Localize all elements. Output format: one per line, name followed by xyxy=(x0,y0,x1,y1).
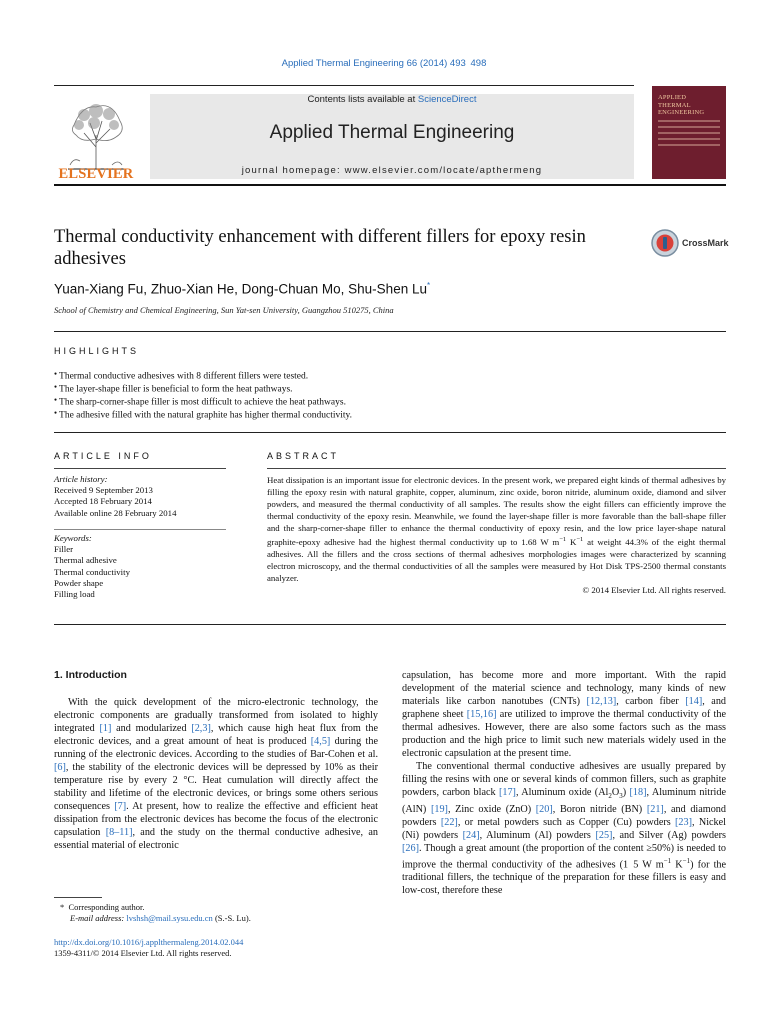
corresponding-author-mark[interactable]: * xyxy=(426,281,431,290)
crossmark-label: CrossMark xyxy=(682,238,729,248)
affiliation: School of Chemistry and Chemical Engineering, Sun Yat-sen University, Guangzhou 510275, China xyxy=(54,305,394,315)
citation-ref[interactable]: [26] xyxy=(402,843,419,855)
citation-ref[interactable]: [4,5] xyxy=(310,736,331,747)
highlights-list xyxy=(54,370,734,422)
journal-homepage-link[interactable]: journal homepage: www.elsevier.com/locate/apthermeng xyxy=(241,165,543,176)
crossmark-button[interactable] xyxy=(650,228,730,260)
highlights-heading: HIGHLIGHTS xyxy=(54,346,140,356)
citation-ref[interactable]: [17] xyxy=(498,787,516,798)
citation-ref[interactable]: [23] xyxy=(675,817,692,829)
top-rule xyxy=(54,85,634,86)
article-info-rule xyxy=(54,468,226,469)
body-column-left xyxy=(54,696,378,852)
keyword: Thermal conductivity xyxy=(54,566,130,577)
abstract-copyright: © 2014 Elsevier Ltd. All rights reserved. xyxy=(582,584,726,595)
author-list: Yuan-Xiang Fu, Zhuo-Xian He, Dong-Chuan Mo, Shu-Shen Lu* xyxy=(54,281,431,297)
highlight-item: ● The layer-shape filler is beneficial to form the heat pathways. xyxy=(54,383,734,396)
intro-paragraph-3: The conventional thermal conductive adhesives are usually prepared by filling the resins with one or several kinds of common fillers, such as graphite powders, carbon black [17], Aluminum oxide $(Al_2O_3)$ [18], Aluminum nitride (AlN) [19], Zinc oxide (ZnO) [20], Boron nitride (BN) [21], and diamond powders [22], or metal powders such as Copper (Cu) powders [23], Nickel (Ni) powders [24], Aluminum (Al) powders [25], and Silver (Ag) powders [26]. Though a great amount (the proportion of the content ≥50%) is needed to improve the thermal conductivity of the adhesives (1 5 W $m^{-1}$ $K^{-1}$) for the traditional fillers, the technique of the preparation for these fillers is easy and low-cost, therefore these xyxy=(402,761,727,897)
article-title: Thermal conductivity enhancement with different fillers for epoxy resin adhesives xyxy=(54,227,586,269)
issn-line: 1359-4311/© 2014 Elsevier Ltd. All rights reserved. xyxy=(54,948,232,958)
rule-affiliation xyxy=(54,331,726,332)
abstract-heading: ABSTRACT xyxy=(267,451,340,461)
doi-link[interactable]: http://dx.doi.org/10.1016/j.applthermaleng.2014.02.044 xyxy=(54,937,244,947)
journal-title: Applied Thermal Engineering xyxy=(269,122,515,143)
article-history: Article history: Received 9 September 2013 Accepted 18 February 2014 Available online 28 February 2014 xyxy=(54,474,177,518)
highlight-item: ● The adhesive filled with the natural graphite has higher thermal conductivity. xyxy=(54,409,734,422)
keyword: Filling load xyxy=(54,589,95,600)
article-info-heading: ARTICLE INFO xyxy=(54,451,152,461)
citation-ref[interactable]: [24] xyxy=(462,830,480,842)
citation-ref[interactable]: [21] xyxy=(646,804,664,816)
keyword: Powder shape xyxy=(54,577,104,588)
citation-ref[interactable]: [20] xyxy=(535,804,553,816)
highlight-item: ● The sharp-corner-shape filler is most difficult to achieve the heat pathways. xyxy=(54,396,734,409)
citation-ref[interactable]: [1] xyxy=(99,723,112,734)
citation-ref[interactable]: [7] xyxy=(114,801,127,812)
footnote-rule xyxy=(54,897,102,898)
elsevier-wordmark: ELSEVIER xyxy=(58,166,134,182)
rule-highlights xyxy=(54,432,726,433)
author-email-link[interactable]: lvshsh@mail.sysu.edu.cn xyxy=(126,913,213,923)
footnote: * Corresponding author. E-mail address: lvshsh@mail.sysu.edu.cn (S.-S. Lu). xyxy=(60,902,251,923)
citation-ref[interactable]: [12,13] xyxy=(586,696,617,707)
journal-citation-link[interactable]: Applied Thermal Engineering 66 (2014) 493 498 xyxy=(281,58,487,69)
citation-ref[interactable]: [8‒11] xyxy=(105,827,133,838)
intro-paragraph-2: capsulation, has become more and more important. With the rapid development of the material science and technology, many kinds of new materials like carbon nanotubes (CNTs) [12,13], carbon fiber [14], and graphene sheet [15,16] are utilized to improve the thermal conductivity of the thermal adhesives. However, there are also some factors such as the mass production and the high price to limit such new materials widely used in the electronic capsulation at the present time. xyxy=(402,670,727,759)
citation-ref[interactable]: [2,3] xyxy=(191,723,211,734)
crossmark-icon xyxy=(650,228,680,258)
citation-ref[interactable]: [25] xyxy=(595,830,613,842)
introduction-heading: 1. Introduction xyxy=(54,669,127,681)
citation-ref[interactable]: [19] xyxy=(430,804,448,816)
contents-lists-line: Contents lists available at ScienceDirect xyxy=(307,94,477,105)
citation-ref[interactable]: [15,16] xyxy=(466,709,497,720)
keyword: Filler xyxy=(54,544,74,555)
keywords-block: Keywords: Filler Thermal adhesive Thermal conductivity Powder shape Filling load xyxy=(54,533,226,600)
citation-ref[interactable]: [6] xyxy=(54,762,66,773)
citation-ref[interactable]: [22] xyxy=(440,817,458,829)
sciencedirect-link[interactable]: ScienceDirect xyxy=(417,94,477,105)
abstract-text: Heat dissipation is an important issue for electronic devices. In the present work, we prepared eight kinds of thermal adhesives by filling the epoxy resin with natural graphite, copper, aluminum, zinc oxide, boron nitride, aluminum oxide, diamond and silver powders, and measured the thermal conductivity of all samples. The results show the eight fillers can efficiently improve the thermal conductivity of the epoxy resin. Meanwhile, we found the layer-shape filler is more favorable than the ball-shape filler and the sharp-corner-shape filler to enhance the thermal conductivity of epoxy resin, and the low price layer-shape natural graphite-epoxy adhesive had the highest thermal conductivity up to 1.68 W $m^{-1}$ $K^{-1}$ at weight 44.3% of the eight thermal adhesives. All the fillers and the cross sections of thermal adhesives morphologies images were characterized by scanning electron microscopy, and the thermal conductivities of all the samples were measured by Hot Disk TPS-2500 thermal constants analyzer. © 2014 Elsevier Ltd. All rights reserved. xyxy=(267,475,726,595)
citation-ref[interactable]: [14] xyxy=(685,696,703,707)
keyword: Thermal adhesive xyxy=(54,555,117,566)
intro-paragraph-1: With the quick development of the micro-electronic technology, the electronic components are gradually transformed from isolated to highly integrated [1] and modularized [2,3], which cause high heat flux from the electronic devices, and a great amount of heat is produced [4,5] during the running of the electronic devices. According to the studies of Bar-Cohen et al. [6], the stability of the electronic devices will be depressed by 10% as their temperature rise by every 2 °C. Heat cumulation will directly affect the stability and lifetime of the electronic devices, or brings some others serious consequences [7]. At present, how to realize the effective and efficient heat dissipation from the electronic devices has become the focus of the electronic capsulation [8‒11], and the study on the thermal conductive adhesive, an essential material of electronic xyxy=(54,697,379,851)
keywords-rule xyxy=(54,529,226,530)
banner-rule xyxy=(54,184,726,186)
journal-cover-image[interactable]: APPLIED THERMAL ENGINEERING xyxy=(652,86,726,179)
doi-block xyxy=(54,937,243,959)
rule-abstract xyxy=(54,624,726,625)
body-column-right xyxy=(402,669,726,897)
highlight-item: ● Thermal conductive adhesives with 8 different fillers were tested. xyxy=(54,370,734,383)
abstract-rule xyxy=(267,468,726,469)
citation-ref[interactable]: [18] xyxy=(629,787,647,798)
